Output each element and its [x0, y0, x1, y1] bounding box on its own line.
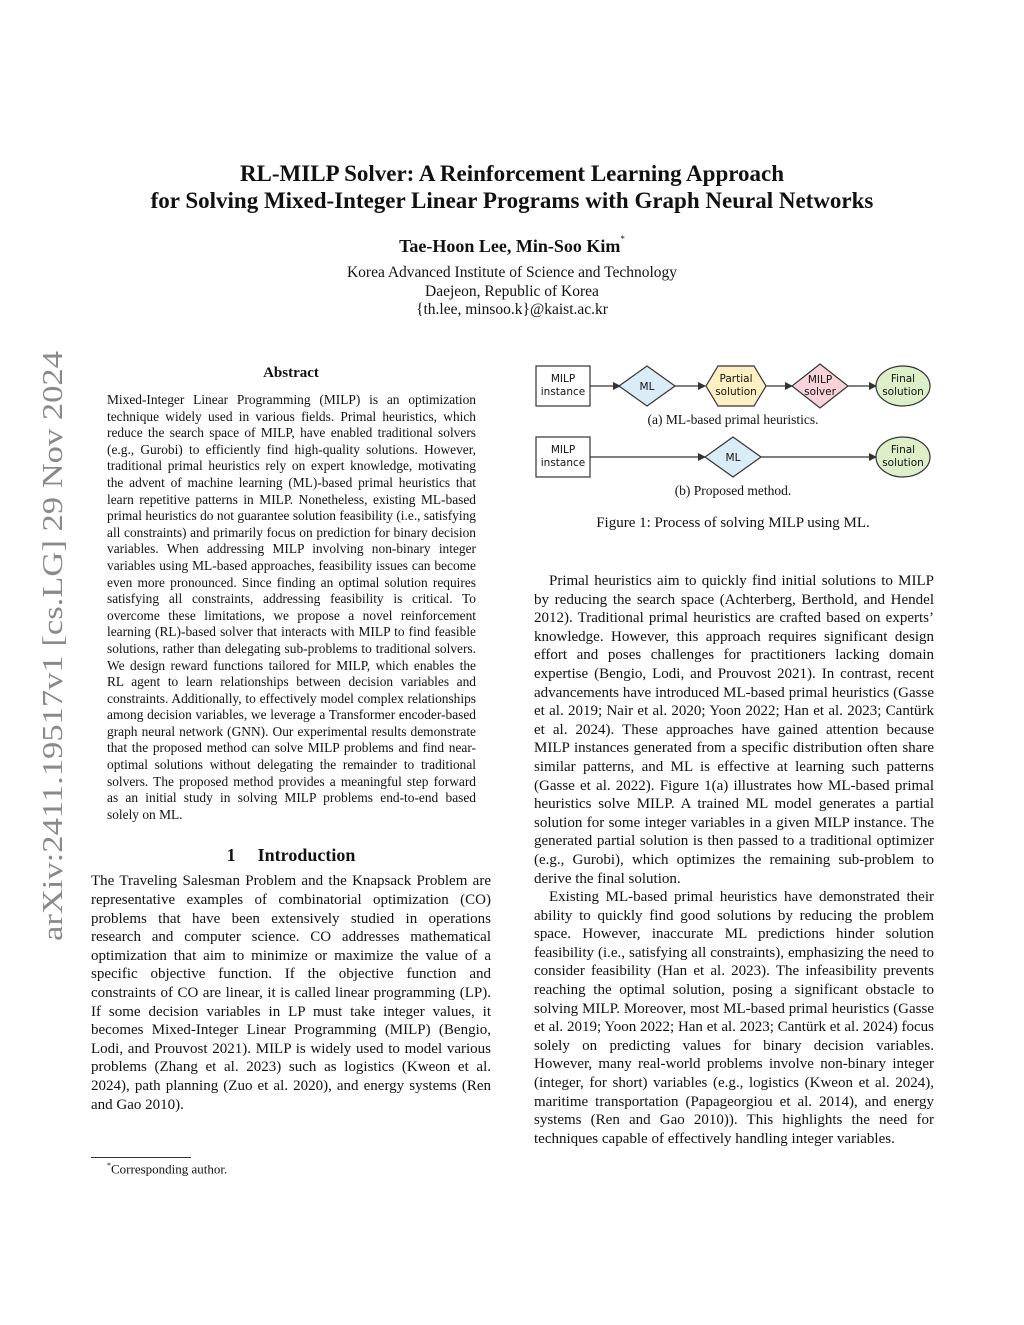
arxiv-id: arXiv:2411.19517v1 [cs.LG] 29 Nov 2024: [37, 445, 69, 941]
figure-1: [533, 352, 933, 532]
figure-label-a: (a) ML-based primal heuristics.: [647, 412, 819, 427]
author-mark: *: [620, 234, 625, 244]
figure-caption: Figure 1: Process of solving MILP using ML.: [596, 515, 870, 531]
partial-solution-label-1: Partial: [719, 373, 753, 385]
arxiv-stamp: [26, 345, 76, 945]
footnote-mark: *: [107, 1161, 111, 1170]
authors: [90, 236, 934, 257]
ml-label: ML: [639, 381, 655, 393]
section-heading-introduction: [91, 845, 491, 866]
right-column: [534, 572, 934, 1148]
location: Daejeon, Republic of Korea: [425, 282, 599, 300]
footnote: [107, 1161, 227, 1177]
email: {th.lee, minsoo.k}@kaist.ac.kr: [416, 301, 608, 318]
footnote-text: Corresponding author.: [111, 1161, 228, 1177]
left-column: [91, 365, 491, 1114]
author-names: Tae-Hoon Lee, Min-Soo Kim: [399, 236, 621, 256]
milp-solver-label-2: solver: [804, 386, 836, 398]
milp-instance-label-2: instance: [540, 457, 586, 469]
section-number: 1: [226, 845, 236, 866]
milp-instance-label-1: MILP: [550, 373, 576, 385]
abstract-heading: Abstract: [263, 365, 319, 381]
section-title: Introduction: [257, 845, 356, 866]
row-b: [536, 437, 930, 477]
intro-paragraph: The Traveling Salesman Problem and the Knapsack Problem are representative examples of combinatorial optimization (CO) problems that have been extensively studied in operations research and computer science. CO addresses mathematical optimization that aim to minimize or maximize the value of a specific objective function. If the objective function and constraints of CO are linear, it is called linear programming (LP). If some decision variables in LP must take integer values, it becomes Mixed-Integer Linear Programming (MILP) (Bengio, Lodi, and Prouvost 2021). MILP is widely used to model various problems (Zhang et al. 2023) such as logistics (Kweon et al. 2024), path planning (Zuo et al. 2020), and energy systems (Ren and Gao 2010).: [91, 873, 491, 1113]
ml-label: ML: [725, 452, 741, 464]
milp-solver-label-1: MILP: [807, 374, 833, 386]
partial-solution-label-2: solution: [715, 386, 757, 398]
body-paragraph: Primal heuristics aim to quickly find initial solutions to MILP by reducing the search space (Achterberg, Berthold, and Hendel 2012). Traditional primal heuristics are crafted based on experts’ knowledge. However, this approach requires significant design effort and poses challenges for practitioners lacking domain expertise (Bengio, Lodi, and Prouvost 2021). In contrast, recent advancements have introduced ML-based primal heuristics (Gasse et al. 2019; Nair et al. 2020; Yoon 2022; Han et al. 2023; Cantürk et al. 2024). These approaches have gained attention because MILP instances generated from a specific distribution often share similar patterns, and ML is effective at learning such patterns (Gasse et al. 2022). Figure 1(a) illustrates how ML-based primal heuristics solve MILP. A trained ML model generates a partial solution for some integer variables in a given MILP instance. The generated partial solution is then passed to a traditional optimizer (e.g., Gurobi), which optimizes the remaining sub-problem to derive the final solution.: [534, 573, 934, 887]
milp-instance-label-2: instance: [540, 386, 586, 398]
title-line-2: for Solving Mixed-Integer Linear Programs with Graph Neural Networks: [150, 188, 874, 213]
row-a: [536, 364, 930, 408]
final-solution-label-2: solution: [882, 386, 924, 398]
figure-label-b: (b) Proposed method.: [674, 483, 792, 498]
footnote-rule: [91, 1157, 191, 1158]
final-solution-label-2: solution: [882, 457, 924, 469]
affiliation: [90, 264, 934, 320]
abstract-text: Mixed-Integer Linear Programming (MILP) is an optimization technique widely used in various fields. Primal heuristics, which reduce the search space of MILP, have enabled traditional solvers (e.g., Gurobi) to efficiently find high-quality solutions. However, traditional primal heuristics rely on expert knowledge, motivating the advent of machine learning (ML)-based primal heuristics that learn repetitive patterns in MILP. Nonetheless, existing ML-based primal heuristics do not guarantee solution feasibility (i.e., satisfying all constraints) and primarily focus on prediction for binary decision variables. When addressing MILP involving non-binary integer variables using ML-based approaches, feasibility issues can become even more pronounced. Since finding an optimal solution requires satisfying all constraints, addressing feasibility is critical. To overcome these limitations, we propose a novel reinforcement learning (RL)-based solver that interacts with MILP to find feasible solutions, rather than delegating sub-problems to traditional solvers. We design reward functions tailored for MILP, which enables the RL agent to learn relationships between decision variables and constraints. Additionally, to effectively model complex relationships among decision variables, we leverage a Transformer encoder-based graph neural network (GNN). Our experimental results demonstrate that the proposed method can solve MILP problems and find near-optimal solutions without delegating the remainder to traditional solvers. The proposed method provides a meaningful step forward as an initial study in solving MILP problems end-to-end based solely on ML.: [107, 392, 476, 822]
final-solution-label-1: Final: [890, 373, 916, 385]
milp-instance-label-1: MILP: [550, 444, 576, 456]
institution: Korea Advanced Institute of Science and Technology: [346, 264, 678, 281]
paper-title: [90, 160, 934, 214]
title-line-1: RL-MILP Solver: A Reinforcement Learning Approach: [239, 161, 785, 186]
body-paragraph: Existing ML-based primal heuristics have demonstrated their ability to quickly find good solutions by reducing the problem space. However, inaccurate ML predictions hinder solution feasibility (i.e., satisfying all constraints), emphasizing the need to consider feasibility (Han et al. 2023). The infeasibility prevents reaching the optimal solution, posing a significant obstacle to solving MILP. Moreover, most ML-based primal heuristics (Gasse et al. 2019; Yoon 2022; Han et al. 2023; Cantürk et al. 2024) focus solely on predicting values for binary decision variables. However, many real-world problems involve non-binary integer (integer, for short) variables (e.g., logistics (Kweon et al. 2024), maritime transportation (Papageorgiou et al. 2014), and energy systems (Ren and Gao 2010)). This highlights the need for techniques capable of effectively handling integer variables.: [534, 889, 934, 1147]
final-solution-label-1: Final: [890, 444, 916, 456]
